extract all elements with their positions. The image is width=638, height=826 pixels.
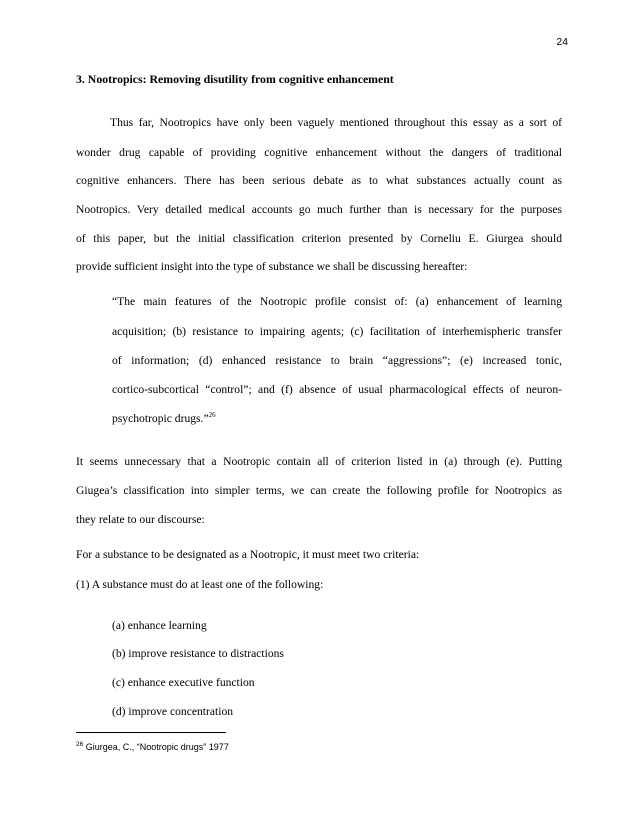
quote-line: of information; (d) enhanced resistance to brain “aggressions”; (e) increased tonic, xyxy=(112,354,562,367)
footnote-divider xyxy=(76,732,226,733)
list-item: (d) improve concentration xyxy=(112,705,234,718)
intro-line: Nootropics. Very detailed medical accounts go much further than is necessary for the purposes xyxy=(76,203,562,216)
list-item: (b) improve resistance to distractions xyxy=(112,647,284,660)
section-heading: 3. Nootropics: Removing disutility from cognitive enhancement xyxy=(76,72,394,86)
intro-line: Thus far, Nootropics have only been vaguely mentioned throughout this essay as a sort of xyxy=(110,116,562,129)
footnote-text: Giurgea, C., “Nootropic drugs” 1977 xyxy=(85,742,229,752)
followup-line: It seems unnecessary that a Nootropic contain all of criterion listed in (a) through (e). Putting xyxy=(76,455,562,468)
footnote xyxy=(76,742,229,752)
intro-line: cognitive enhancers. There has been serious debate as to what substances actually count as xyxy=(76,174,562,187)
quote-line: “The main features of the Nootropic profile consist of: (a) enhancement of learning xyxy=(112,295,562,308)
list-item: (c) enhance executive function xyxy=(112,676,255,689)
intro-line: of this paper, but the initial classification criterion presented by Corneliu E. Giurgea should xyxy=(76,232,562,245)
page-number: 24 xyxy=(556,36,568,48)
followup-line: they relate to our discourse: xyxy=(76,513,205,526)
footnote-reference: 26 xyxy=(208,411,216,419)
criterion-one: (1) A substance must do at least one of the following: xyxy=(76,578,324,591)
intro-line: wonder drug capable of providing cognitive enhancement without the dangers of traditional xyxy=(76,146,562,159)
followup-line: Giugea’s classification into simpler terms, we can create the following profile for Nootropics as xyxy=(76,484,562,497)
quote-line xyxy=(112,413,216,425)
quote-line: acquisition; (b) resistance to impairing agents; (c) facilitation of interhemispheric transfer xyxy=(112,325,562,338)
list-item: (a) enhance learning xyxy=(112,619,207,632)
criteria-intro: For a substance to be designated as a Nootropic, it must meet two criteria: xyxy=(76,548,420,561)
quote-last-line-text: psychotropic drugs.” xyxy=(112,412,209,425)
intro-line: provide sufficient insight into the type of substance we shall be discussing hereafter: xyxy=(76,260,468,273)
quote-line: cortico-subcortical “control”; and (f) absence of usual pharmacological effects of neuron- xyxy=(112,383,562,396)
footnote-number: 26 xyxy=(76,741,84,748)
